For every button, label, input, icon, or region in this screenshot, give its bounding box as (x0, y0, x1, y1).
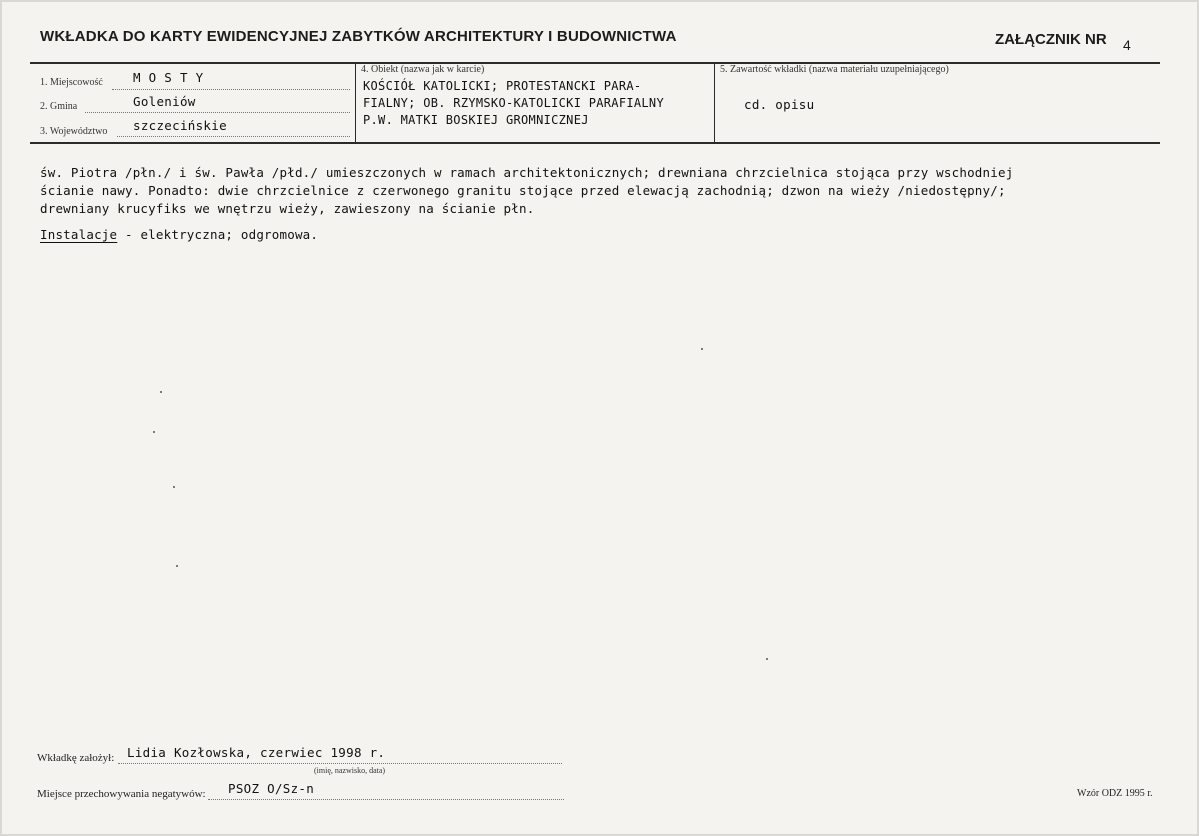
table-divider-1 (355, 62, 356, 143)
voivodeship-dotline (117, 136, 350, 137)
table-top-border (30, 62, 1160, 64)
created-by-value: Lidia Kozłowska, czerwiec 1998 r. (127, 745, 386, 760)
description-text (40, 164, 1160, 244)
paper-speck (176, 565, 178, 567)
paper-speck (160, 391, 162, 393)
created-by-hint: (imię, nazwisko, data) (314, 766, 386, 775)
description-line: drewniany krucyfiks we wnętrzu wieży, zawieszony na ścianie płn. (40, 201, 535, 216)
description-line: św. Piotra /płn./ i św. Pawła /płd./ umieszczonych w ramach architektonicznych; drewniana chrzcielnica stojąca przy wschodniej (40, 165, 1014, 180)
paper-speck (153, 431, 155, 433)
negatives-value: PSOZ O/Sz-n (228, 781, 315, 796)
template-note: Wzór ODZ 1995 r. (1077, 788, 1153, 799)
attachment-label: ZAŁĄCZNIK NR (995, 31, 1107, 48)
attachment-number: 4 (1123, 37, 1131, 53)
object-line-3: P.W. MATKI BOSKIEJ GROMNICZNEJ (363, 113, 589, 127)
installations-line (40, 226, 1160, 244)
contents-value: cd. opisu (744, 97, 815, 112)
commune-label: 2. Gmina (40, 101, 78, 112)
created-by-label: Wkładkę założył: (37, 752, 115, 764)
commune-value: Goleniów (133, 94, 196, 109)
commune-dotline (85, 112, 350, 113)
object-label: 4. Obiekt (nazwa jak w karcie) (361, 64, 485, 75)
table-divider-2 (714, 62, 715, 143)
installations-text: - elektryczna; odgromowa. (117, 227, 319, 242)
installations-label: Instalacje (40, 227, 118, 242)
negatives-dotline (208, 799, 564, 800)
created-by-dotline (118, 763, 562, 764)
table-bottom-border (30, 142, 1160, 144)
locality-label: 1. Miejscowość (40, 77, 103, 88)
contents-label: 5. Zawartość wkładki (nazwa materiału uzupełniającego) (720, 64, 949, 75)
paper-speck (701, 348, 703, 350)
paper-speck (173, 486, 175, 488)
object-line-1: KOŚCIÓŁ KATOLICKI; PROTESTANCKI PARA- (363, 79, 642, 93)
locality-dotline (112, 89, 350, 90)
negatives-label: Miejsce przechowywania negatywów: (37, 788, 206, 800)
voivodeship-label: 3. Województwo (40, 126, 108, 137)
form-title: WKŁADKA DO KARTY EWIDENCYJNEJ ZABYTKÓW ARCHITEKTURY I BUDOWNICTWA (40, 28, 677, 45)
locality-value: M O S T Y (133, 70, 204, 85)
object-line-2: FIALNY; OB. RZYMSKO-KATOLICKI PARAFIALNY (363, 96, 664, 110)
description-line: ścianie nawy. Ponadto: dwie chrzcielnice z czerwonego granitu stojące przed elewacją zachodnią; dzwon na wieży /niedostępny/; (40, 183, 1006, 198)
voivodeship-value: szczecińskie (133, 118, 227, 133)
paper-speck (766, 658, 768, 660)
